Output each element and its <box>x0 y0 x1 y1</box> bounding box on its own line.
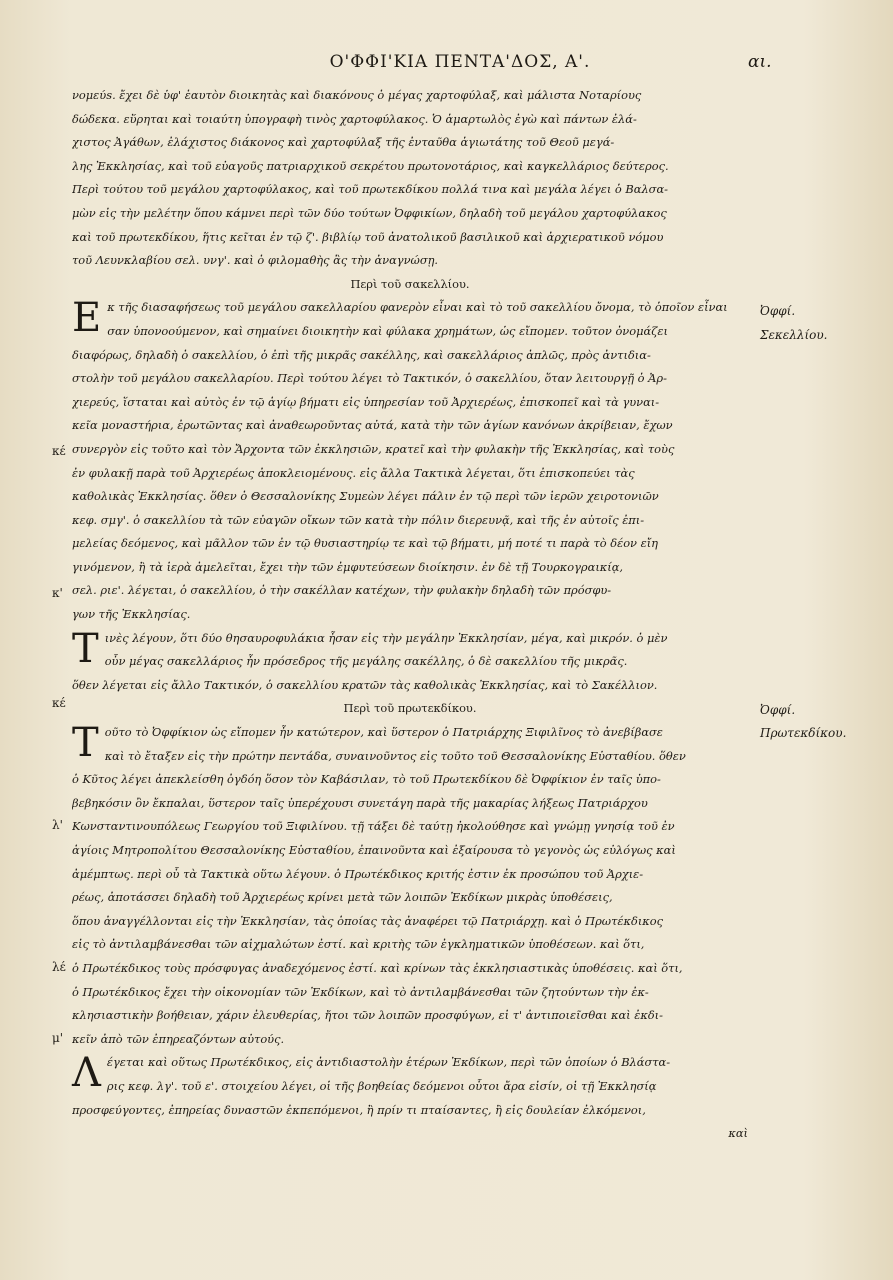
paragraph-protekdikou <box>72 721 748 1051</box>
text-line: ινὲς λέγουν, ὅτι δύο θησαυροφυλάκια ἦσαν εἰς τὴν μεγάλην Ἐκκλησίαν, μέγα, καὶ μικρόν. ὁ μὲν <box>104 630 668 645</box>
text-line: ὅθεν λέγεται εἰς ἄλλο Τακτικόν, ὁ σακελλίου κρατῶν τὰς καθολικὰς Ἐκκλησίας, καὶ τὸ Σακέλλιον. <box>72 677 658 692</box>
text-line: συνεργὸν εἰς τοῦτο καὶ τὸν Ἄρχοντα τῶν ἐκκλησιῶν, κρατεῖ καὶ τὴν φυλακὴν τῆς Ἐκκλησίας, καὶ τοὺς <box>72 441 675 456</box>
text-body <box>72 84 748 1146</box>
margin-mark: κ' <box>52 586 63 600</box>
text-line: ἀμέμπτως. περὶ οὗ τὰ Τακτικὰ οὕτω λέγουν. ὁ Πρωτέκδικος κριτής ἐστιν ἐκ προσώπου τοῦ Ἀρχιε- <box>72 866 644 881</box>
text-line: ὁ Πρωτέκδικος ἔχει τὴν οἰκονομίαν τῶν Ἐκδίκων, καὶ τὸ ἀντιλαμβάνεσθαι τῶν ζητούντων τὴν ἐκ- <box>72 984 649 999</box>
text-line: κλησιαστικὴν βοήθειαν, χάριν ἐλευθερίας, ἤτοι τῶν λοιπῶν προσφύγων, εἰ τ' ἀντιποιεῖσθαι καὶ ἐκδι- <box>72 1008 663 1023</box>
text-line: ρέως, ἀποτάσσει δηλαδὴ τοῦ Ἀρχιερέως κρίνει μετὰ τῶν λοιπῶν Ἐκδίκων μικρὰς ὑποθέσεις, <box>72 890 613 905</box>
margin-mark: κέ <box>52 696 66 710</box>
paragraph-legetai <box>72 1051 748 1122</box>
text-line: σαν ὑπονοούμενον, καὶ σημαίνει διοικητὴν καὶ φύλακα χρημάτων, ὡς εἴπομεν. τοῦτον ὀνομάζει <box>107 323 668 338</box>
text-line: βεβηκόσιν ὂν ἔκπαλαι, ὕστερον ταῖς ὑπερέχουσι συνετάγη παρὰ τῆς μακαρίας λήξεως Πατριάρχου <box>72 795 648 810</box>
running-header: Ο'ΦΦΙ'ΚΙΑ ΠΕΝΤΑ'ΔΟΣ, Α'. <box>329 52 591 72</box>
text-line: νομεύs. ἔχει δὲ ὑφ' ἑαυτὸν διοικητὰς καὶ διακόνους ὁ μέγας χαρτοφύλαξ, καὶ μάλιστα Νοταρίους <box>72 88 642 102</box>
text-line: οὖν μέγας σακελλάριος ἦν πρόσεδρος τῆς μεγάλης σακέλλης, ὁ δὲ σακελλίου τῆς μικρᾶς. <box>104 654 628 669</box>
text-line: ὅπου ἀναγγέλλονται εἰς τὴν Ἐκκλησίαν, τὰς ὁποίας τὰς ἀναφέρει τῷ Πατριάρχῃ. καὶ ὁ Πρωτέκδικος <box>72 913 663 928</box>
text-line: προσφεύγοντες, ἐπηρείας δυναστῶν ἐκπεπόμενοι, ἢ πρίν τι πταίσαντες, ἢ εἰς δουλείαν ἐλκόμενοι, <box>72 1102 646 1117</box>
text-line: δώδεκα. εὕρηται καὶ τοιαύτη ὑπογραφὴ τινὸς χαρτοφύλακος. Ὁ ἁμαρτωλὸς ἐγὼ καὶ πάντων ἐλά- <box>72 111 637 126</box>
margin-note-protekdikou: Πρωτεκδίκου. <box>760 726 847 740</box>
text-line: ὁ Κῦτος λέγει ἀπεκλείσθη ὀγδόη ὅσον τὸν Καβάσιλαν, τὸ τοῦ Πρωτεκδίκου δὲ Ὀφφίκιον ἐν ταῖς ὑπο- <box>72 772 661 787</box>
text-line: χιστος Ἀγάθων, ἐλάχιστος διάκονος καὶ χαρτοφύλαξ τῆς ἐνταῦθα ἁγιωτάτης τοῦ Θεοῦ μεγά- <box>72 135 615 150</box>
catchword: καὶ <box>728 1126 748 1141</box>
paragraph-chartophylax <box>72 84 748 273</box>
text-line: κ τῆς διασαφήσεως τοῦ μεγάλου σακελλαρίου φανερὸν εἶναι καὶ τὸ τοῦ σακελλίου ὄνομα, τὸ ὁποῖον εἶναι <box>107 300 728 315</box>
text-line: σελ. ριε'. λέγεται, ὁ σακελλίου, ὁ τὴν σακέλλαν κατέχων, τὴν φυλακὴν δηλαδὴ τῶν πρόσφυ- <box>72 583 612 598</box>
text-line: Κωνσταντινουπόλεως Γεωργίου τοῦ Ξιφιλίνου. τῇ τάξει δὲ ταύτῃ ἠκολούθησε καὶ γνώμῃ γνησίᾳ τοῦ ἐν <box>72 819 675 834</box>
drop-capital: Ε <box>72 295 102 342</box>
text-line: χιερεύς, ἵσταται καὶ αὐτὸς ἐν τῷ ἁγίῳ βήματι εἰς ὑπηρεσίαν τοῦ Ἀρχιερέως, ἐπισκοπεῖ καὶ τὰ γυναι- <box>72 394 660 409</box>
drop-capital: Τ <box>72 625 99 672</box>
text-line: κεῖν ἀπὸ τῶν ἐπηρεαζόντων αὐτούς. <box>72 1031 285 1046</box>
text-line: εἰς τὸ ἀντιλαμβάνεσθαι τῶν αἰχμαλώτων ἐστί. καὶ κριτὴς τῶν ἐγκληματικῶν ὑποθέσεων. καὶ ὅτι, <box>72 937 645 952</box>
text-line: διαφόρως, δηλαδὴ ὁ σακελλίου, ὁ ἐπὶ τῆς μικρᾶς σακέλλης, καὶ σακελλάριος ἁπλῶς, πρὸς ἀντιδια- <box>72 347 651 362</box>
text-line: μελείας δεόμενος, καὶ μᾶλλον τῶν ἐν τῷ θυσιαστηρίῳ τε καὶ τῷ βήματι, μή ποτέ τι παρὰ τὸ δέον εἴη <box>72 536 658 551</box>
text-line: γων τῆς Ἐκκλησίας. <box>72 607 191 622</box>
text-line: καθολικὰς Ἐκκλησίας. ὅθεν ὁ Θεσσαλονίκης Συμεὼν λέγει πάλιν ἐν τῷ περὶ τῶν ἱερῶν χειροτονιῶν <box>72 489 659 504</box>
paragraph-sakelliou <box>72 296 748 626</box>
text-line: γινόμενον, ἢ τὰ ἱερὰ ἀμελεῖται, ἔχει τὴν τῶν ἐμφυτεύσεων διοίκησιν. ἐν δὲ τῇ Τουρκογραικίᾳ, <box>72 559 624 574</box>
text-line: κεφ. σμγ'. ὁ σακελλίου τὰ τῶν εὐαγῶν οἴκων τῶν κατὰ τὴν πόλιν διερευνᾷ, καὶ τῆς ἐν αὐτοῖς ἐπι- <box>72 512 645 527</box>
margin-mark: λέ <box>52 960 66 974</box>
text-line: ρις κεφ. λγ'. τοῦ ε'. στοιχείου λέγει, οἱ τῆς βοηθείας δεόμενοι οὗτοι ἄρα εἰσίν, οἱ τῇ Ἐκκλησίᾳ <box>106 1078 657 1093</box>
margin-mark: κέ <box>52 444 66 458</box>
text-line: ἁγίοις Μητροπολίτου Θεσσαλονίκης Εὐσταθίου, ἐπαινοῦντα καὶ ἐξαίρουσα τὸ γεγονὸς ὡς εὐλόγως καὶ <box>72 843 676 857</box>
text-line: τοῦ Λευνκλαβίου σελ. υνγ'. καὶ ὁ φιλομαθὴς ἂς τὴν ἀναγνώσῃ. <box>72 253 439 268</box>
drop-capital: Τ <box>72 720 99 767</box>
margin-mark: μ' <box>52 1031 64 1045</box>
section-heading-sakelliou: Περὶ τοῦ σακελλίου. <box>350 276 470 291</box>
text-line: οῦτο τὸ Ὀφφίκιον ὡς εἴπομεν ἦν κατώτερον, καὶ ὕστερον ὁ Πατριάρχης Ξιφιλῖνος τὸ ἀνεβίβασε <box>104 725 663 740</box>
text-line: ἐν φυλακῇ παρὰ τοῦ Ἀρχιερέως ἀποκλειομένους. εἰς ἄλλα Τακτικὰ λέγεται, ὅτι ἐπισκοπεύει τὰς <box>72 465 635 480</box>
margin-note-offi: Ὀφφί. <box>760 703 796 717</box>
text-line: ὁ Πρωτέκδικος τοὺς πρόσφυγας ἀναδεχόμενος ἐστί. καὶ κρίνων τὰς ἐκκλησιαστικὰς ὑποθέσεις. καὶ ὅτι, <box>72 960 683 975</box>
text-line: κεῖα μοναστήρια, ἐρωτῶντας καὶ ἀναθεωροῦντας αὐτά, κατὰ τὴν τῶν ἁγίων κανόνων ἀκρίβειαν, ἔχων <box>72 418 673 433</box>
text-line: λης Ἐκκλησίας, καὶ τοῦ εὐαγοῦς πατριαρχικοῦ σεκρέτου πρωτονοτάριος, καὶ καγκελλάριος δεύτερος. <box>72 158 669 173</box>
text-line: μὼν εἰς τὴν μελέτην ὅπου κάμνει περὶ τῶν δύο τούτων Ὀφφικίων, δηλαδὴ τοῦ μεγάλου χαρτοφύλακος <box>72 205 667 220</box>
drop-capital: Λ <box>72 1050 101 1097</box>
margin-note-sakelliou: Σεκελλίου. <box>760 328 828 342</box>
margin-mark: λ' <box>52 818 63 832</box>
text-line: καὶ τὸ ἔταξεν εἰς τὴν πρώτην πεντάδα, συναινοῦντος εἰς τοῦτο τοῦ Θεσσαλονίκης Εὐσταθίου. ὅθεν <box>104 748 686 763</box>
margin-note-offi: Ὀφφί. <box>760 304 796 318</box>
section-heading-protekdikou: Περὶ τοῦ πρωτεκδίκου. <box>343 701 477 716</box>
text-line: στολὴν τοῦ μεγάλου σακελλαρίου. Περὶ τούτου λέγει τὸ Τακτικόν, ὁ σακελλίου, ὅταν λειτουργῇ ὁ Ἀρ- <box>72 371 667 386</box>
paragraph-thesaurophylakia <box>72 627 748 698</box>
text-line: έγεται καὶ οὕτως Πρωτέκδικος, εἰς ἀντιδιαστολὴν ἑτέρων Ἐκδίκων, περὶ τῶν ὁποίων ὁ Βλάστα- <box>106 1055 671 1070</box>
text-line: Περὶ τούτου τοῦ μεγάλου χαρτοφύλακος, καὶ τοῦ πρωτεκδίκου πολλά τινα καὶ μεγάλα λέγει ὁ Βαλσα- <box>72 182 668 197</box>
folio-number: αι. <box>748 52 772 72</box>
text-line: καὶ τοῦ πρωτεκδίκου, ἥτις κεῖται ἐν τῷ ζ'. βιβλίῳ τοῦ ἀνατολικοῦ βασιλικοῦ καὶ ἀρχιερατικοῦ νόμου <box>72 229 664 244</box>
